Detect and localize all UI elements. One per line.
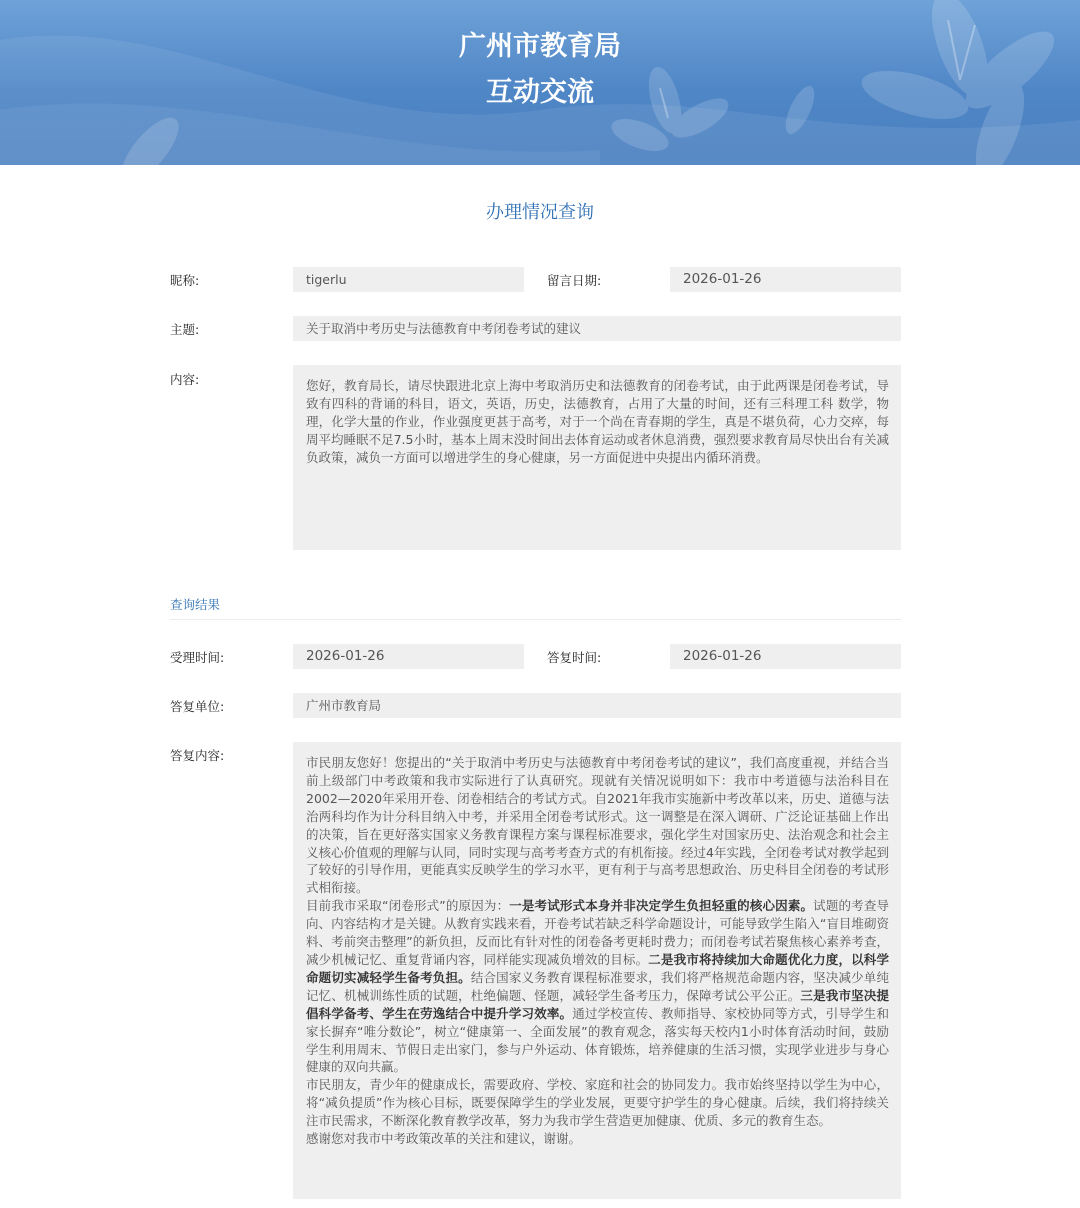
- reply-highlight: 三是我市坚决提倡科学备考、学生在劳逸结合中提升学习效率。: [306, 987, 889, 1021]
- result-title: 查询结果: [170, 597, 221, 612]
- nickname-label: 昵称:: [170, 273, 200, 288]
- content-field: [293, 365, 901, 550]
- content-label: 内容:: [170, 372, 200, 387]
- reply-content-label: 答复内容:: [170, 748, 225, 763]
- reply-paragraph-1: 市民朋友您好！您提出的“关于取消中考历史与法德教育中考闭卷考试的建议”，我们高度重视，并结合当前上级部门中考政策和我市实际进行了认真研究。现就有关情况说明如下：我市中考道德与法治科目在2002—2020年采用开卷、闭卷相结合的考试方式。自2021年我市实施新中考改革以来，历史、道德与法治两科均作为计分科目纳入中考，并采用全闭卷考试形式。这一调整是在深入调研、广泛论证基础上作出的决策，旨在更好落实国家义务教育课程方案与课程标准要求，强化学生对国家历史、法治观念和社会主义核心价值观的理解与认同，同时实现与高考考查方式的有机衔接。经过4年实践，全闭卷考试对教学起到了较好的引导作用，更能真实反映学生的学习水平，更有利于与高考思想政治、历史科目全闭卷的考试形式相衔接。: [306, 755, 889, 896]
- result-divider: [170, 619, 901, 620]
- accept-time-label: 受理时间:: [170, 650, 225, 665]
- reply-text: 目前我市采取“闭卷形式”的原因为：: [306, 898, 510, 914]
- reply-highlight: 一是考试形式本身并非决定学生负担轻重的核心因素。: [509, 898, 814, 914]
- reply-text: 结合国家义务教育课程标准要求，我们将严格规范命题内容，坚决减少单纯记忆、机械训练性质的试题，杜绝偏题、怪题，减轻学生备考压力，保障考试公平公正。: [306, 969, 889, 1003]
- reply-paragraph-3: 市民朋友，青少年的健康成长，需要政府、学校、家庭和社会的协同发力。我市始终坚持以学生为中心，将“减负提质”作为核心目标，既要保障学生的学业发展，更要守护学生的身心健康。后续，我们将持续关注市民需求，不断深化教育教学改革，努力为我市学生营造更加健康、优质、多元的教育生态。: [306, 1077, 889, 1129]
- reply-unit-field: 广州市教育局: [293, 693, 901, 718]
- reply-unit-label: 答复单位:: [170, 699, 225, 714]
- message-date-label: 留言日期:: [547, 273, 602, 288]
- subject-label: 主题:: [170, 322, 200, 337]
- reply-content-field: [293, 742, 901, 1199]
- org-title: 广州市教育局: [459, 31, 621, 62]
- message-date-field: 2026-01-26: [670, 267, 901, 292]
- reply-highlight: 二是我市将持续加大命题优化力度，以科学命题切实减轻学生备考负担。: [306, 951, 889, 985]
- section-title: 办理情况查询: [486, 202, 594, 223]
- reply-text: 试题的考查导向、内容结构才是关键。从教育实践来看，开卷考试若缺乏科学命题设计，可能导致学生陷入“盲目堆砌资料、考前突击整理”的新负担，反而比有针对性的闭卷备考更耗时费力；而闭卷考试若聚焦核心素养考查，减少机械记忆、重复背诵内容，同样能实现减负增效的目标。: [306, 898, 889, 967]
- reply-paragraph-2: [306, 897, 889, 1076]
- nickname-field: tigerlu: [293, 267, 524, 292]
- header-banner: [0, 0, 1080, 165]
- reply-paragraph-4: 感谢您对我市中考政策改革的关注和建议，谢谢。: [306, 1131, 582, 1147]
- accept-time-field: 2026-01-26: [293, 644, 524, 669]
- reply-time-label: 答复时间:: [547, 650, 602, 665]
- content-text: 您好，教育局长，请尽快跟进北京上海中考取消历史和法德教育的闭卷考试，由于此两课是闭卷考试，导致有四科的背诵的科目，语文，英语，历史，法德教育，占用了大量的时间，还有三科理工科 数学，物理，化学大量的作业，作业强度更甚于高考，对于一个尚在青春期的学生，真是不堪负荷，心力交瘁，每周平均睡眠不足7.5小时，基本上周末没时间出去体育运动或者休息消费，强烈要求教育局尽快出台有关减负政策，减负一方面可以增进学生的身心健康，另一方面促进中央提出内循环消费。: [306, 378, 889, 465]
- reply-text: 通过学校宣传、教师指导、家校协同等方式，引导学生和家长摒弃“唯分数论”，树立“健康第一、全面发展”的教育观念，落实每天校内1小时体育活动时间，鼓励学生利用周末、节假日走出家门，参与户外运动、体育锻炼，培养健康的生活习惯，实现学业进步与身心健康的双向共赢。: [306, 1005, 889, 1075]
- subject-field: 关于取消中考历史与法德教育中考闭卷考试的建议: [293, 316, 901, 341]
- reply-time-field: 2026-01-26: [670, 644, 901, 669]
- page-subtitle: 互动交流: [486, 77, 594, 108]
